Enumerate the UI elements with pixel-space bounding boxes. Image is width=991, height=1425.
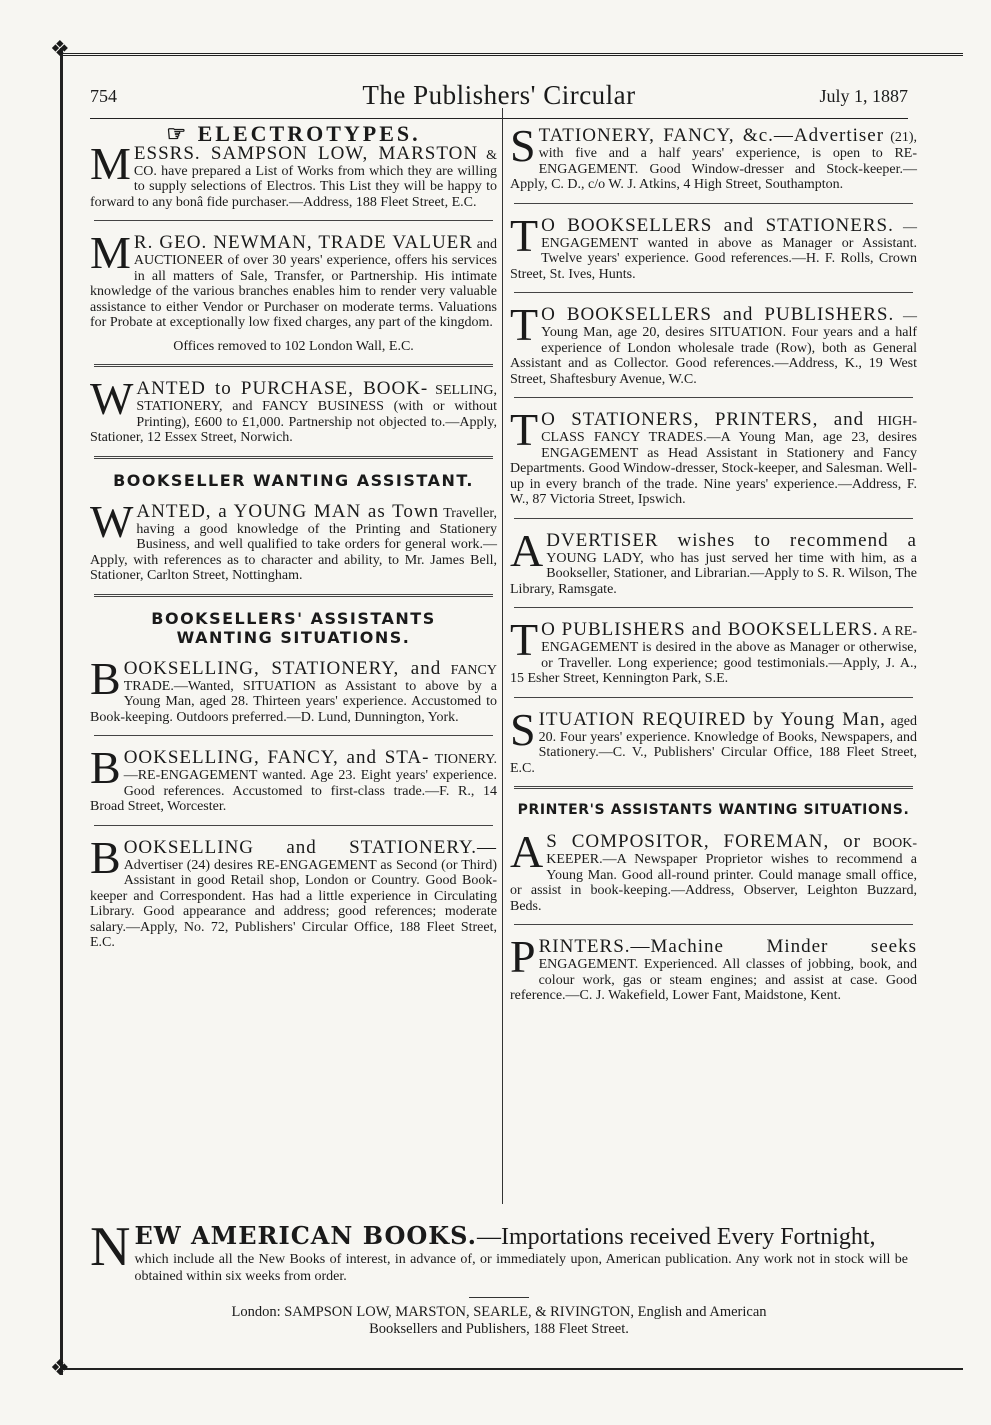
separator bbox=[514, 203, 913, 204]
ad-title: O PUBLISHERS and BOOKSELLERS. bbox=[541, 619, 879, 640]
ad-wanted-purchase bbox=[90, 373, 497, 446]
ad-title: O STATIONERS, PRINTERS, and bbox=[541, 409, 865, 430]
ad-body: TIONERY.—RE-ENGAGEMENT wanted. Age 23. Eight years' experience. Good references. Accustomed to first-class trade.—F. R., 14 Broad Street, Worcester. bbox=[90, 752, 498, 814]
ad-title: ESSRS. SAMPSON LOW, MARSTON bbox=[133, 142, 479, 164]
drop-cap: N bbox=[90, 1216, 131, 1278]
footer-body: which include all the New Books of interest, in advance of, or immediately upon, American publication. Any work not in stock will be obtained within six weeks from order. bbox=[134, 1252, 908, 1284]
ad-title: RINTERS.—Machine Minder seeks bbox=[538, 936, 917, 957]
ad-body: SELLING, STATIONERY, and FANCY BUSINESS (with or without Printing), £600 to £1,000. Partnership not objected to.—Apply, Stationer, 12 Essex Street, Norwich. bbox=[90, 383, 497, 445]
separator bbox=[514, 697, 913, 698]
ad-title: S COMPOSITOR, FOREMAN, or bbox=[546, 831, 861, 852]
ad-printers bbox=[510, 931, 917, 1004]
ad-body: YOUNG LADY, who has just served her time with him, as a Bookseller, Stationer, and Librarian.—Apply to S. R. Wilson, The Library, Ramsgate. bbox=[510, 550, 917, 597]
corner-ornament-icon: ❖ bbox=[50, 1355, 70, 1380]
drop-cap: B bbox=[90, 742, 121, 793]
ad-body: & CO. have prepared a List of Works from which they are willing to supply selections of Electros. This List they will be happy to forward to any bonâ fide purchaser.—Address, 188 Fleet Street, E.C. bbox=[90, 147, 497, 210]
ad-title: O BOOKSELLERS and STATIONERS. bbox=[541, 214, 894, 236]
ad-situation-required bbox=[510, 703, 917, 777]
separator bbox=[94, 364, 493, 367]
footer-advertisement bbox=[90, 1216, 908, 1338]
ad-body: and AUCTIONEER of over 30 years' experience, offers his services in all matters of Sale, Transfer, or Partnership. His intimate knowledge of the various branches enables him to render very valuable assistance to either Vendor or Purchaser on moderate terms. Valuations for Probate at exceptionally low fixed charges, any part of the kingdom. bbox=[90, 237, 497, 330]
ad-title: ITUATION REQUIRED by Young Man, bbox=[538, 708, 886, 730]
ad-body: aged 20. Four years' experience. Knowledge of Books, Newspapers, and Stationery.—C. V., Publishers' Circular Office, 188 Fleet Street, E.C. bbox=[510, 713, 917, 776]
ad-title: TATIONERY, FANCY, &c.—Advertiser bbox=[538, 125, 885, 146]
left-column bbox=[90, 121, 498, 961]
ad-body: —Young Man, age 20, desires SITUATION. Four years and a half experience of London wholesale trade (Row), both as General Assistant and as Collector. Good references.—Address, K., 19 West Street, Shaftesbury Avenue, W.C. bbox=[510, 309, 918, 387]
ad-electrotypes bbox=[90, 121, 497, 210]
ad-body: Advertiser (24) desires RE-ENGAGEMENT as Second (or Third) Assistant in good Retail shop, London or Country. Good Book-keeper and Correspondent. Has had a little experience in Circulating Library. Good appearance and address; good references; moderate salary.—Apply, No. 72, Publishers' Circular Office, 188 Fleet Street, E.C. bbox=[90, 857, 497, 950]
ad-office-note: Offices removed to 102 London Wall, E.C. bbox=[173, 338, 414, 354]
separator bbox=[94, 825, 493, 826]
ad-stationery bbox=[510, 120, 918, 193]
short-rule bbox=[469, 1297, 529, 1298]
footer-title-bold: EW AMERICAN BOOKS. bbox=[134, 1221, 477, 1250]
right-column bbox=[510, 120, 918, 1014]
ad-bookselling-3 bbox=[90, 831, 497, 951]
ad-heading: ☞ ELECTROTYPES. bbox=[166, 121, 421, 146]
drop-cap: W bbox=[90, 373, 134, 424]
page-header bbox=[90, 80, 908, 116]
left-border-rule bbox=[60, 48, 63, 1375]
drop-cap: A bbox=[510, 524, 544, 576]
imprint-line-2: Booksellers and Publishers, 188 Fleet Street. bbox=[369, 1321, 629, 1337]
imprint-line-1: London: SAMPSON LOW, MARSTON, SEARLE, & RIVINGTON, English and American bbox=[231, 1304, 767, 1320]
footer-title-rest: —Importations received Every Fortnight, bbox=[476, 1224, 876, 1250]
ad-body: FANCY TRADE.—Wanted, SITUATION as Assistant to above by a Young Man, aged 28. Thirteen years' experience. Accustomed to Book-keeping. Outdoors preferred.—D. Lund, Dunnington, York. bbox=[90, 662, 497, 725]
ad-to-booksellers-publishers bbox=[510, 299, 918, 387]
ad-bookselling-2 bbox=[90, 742, 498, 815]
drop-cap: M bbox=[90, 227, 131, 278]
ad-title: ANTED, a YOUNG MAN as Town bbox=[136, 500, 440, 522]
ad-title: OOKSELLING, FANCY, and STA- bbox=[123, 747, 430, 768]
separator bbox=[514, 397, 913, 398]
ad-to-stationers-printers bbox=[510, 404, 917, 508]
ad-newman bbox=[90, 227, 497, 354]
separator bbox=[514, 607, 913, 608]
section-heading: BOOKSELLERS' ASSISTANTS WANTING SITUATIONS. bbox=[151, 608, 436, 647]
ad-body: Traveller, having a good knowledge of the Printing and Stationery Business, and well qualified to take orders for general work.—Apply, with references as to character and ability, to Mr. James Bell, Stationer, Carlton Street, Nottingham. bbox=[90, 505, 497, 583]
issue-date: July 1, 1887 bbox=[819, 86, 908, 106]
ad-bookselling-1 bbox=[90, 652, 497, 726]
drop-cap: W bbox=[90, 495, 134, 547]
ad-body: (21), with five and a half years' experience, is open to RE-ENGAGEMENT. Good Window-dresser and Stock-keeper.—Apply, C. D., c/o W. J. Atkins, 4 High Street, Southampton. bbox=[510, 130, 918, 192]
drop-cap: B bbox=[90, 831, 121, 883]
ad-title: R. GEO. NEWMAN, TRADE VALUER bbox=[133, 232, 473, 253]
drop-cap: T bbox=[510, 299, 539, 350]
ad-body: —ENGAGEMENT wanted in above as Manager or Assistant. Twelve years' experience. Good references.—H. F. Rolls, Crown Street, St. Ives, Hunts. bbox=[510, 219, 917, 282]
ad-advertiser bbox=[510, 524, 917, 598]
corner-ornament-icon: ❖ bbox=[50, 36, 70, 61]
drop-cap: T bbox=[510, 209, 539, 261]
drop-cap: T bbox=[510, 614, 539, 665]
ad-body: HIGH-CLASS FANCY TRADES.—A Young Man, age 23, desires ENGAGEMENT as Head Assistant in Stationery and Fancy Departments. Good Window-dresser, Stock-keeper, and Salesman. Well-up in every branch of the trade. Nine years' experience.—Address, F. W., 87 Victoria Street, Ipswich. bbox=[510, 414, 917, 507]
ad-body: BOOK-KEEPER.—A Newspaper Proprietor wishes to recommend a Young Man. Good all-round printer. Could manage small office, or assist in book-keeping.—Address, Observer, Leighton Buzzard, Beds. bbox=[510, 836, 917, 914]
separator bbox=[514, 786, 913, 789]
separator bbox=[94, 456, 493, 459]
ad-title: O BOOKSELLERS and PUBLISHERS. bbox=[541, 304, 895, 325]
header-rule bbox=[90, 118, 908, 119]
top-border-rule bbox=[62, 53, 963, 56]
separator bbox=[94, 735, 493, 736]
drop-cap: S bbox=[510, 120, 536, 171]
section-heading: BOOKSELLER WANTING ASSISTANT. bbox=[113, 470, 474, 490]
ad-title: DVERTISER wishes to recommend a bbox=[546, 529, 917, 551]
drop-cap: S bbox=[510, 703, 536, 755]
ad-body: A RE-ENGAGEMENT is desired in the above as Manager or otherwise, or Traveller. Long experience; good testimonials.—Apply, J. A., 15 Esher Street, Kennington Park, S.E. bbox=[510, 624, 918, 686]
ad-wanted-young-man bbox=[90, 495, 497, 584]
drop-cap: T bbox=[510, 404, 539, 455]
separator bbox=[514, 292, 913, 293]
separator bbox=[94, 220, 493, 221]
ad-title: ANTED to PURCHASE, BOOK- bbox=[136, 378, 429, 399]
running-title: The Publishers' Circular bbox=[362, 80, 636, 110]
separator bbox=[514, 924, 913, 925]
drop-cap: M bbox=[90, 137, 131, 189]
column-divider bbox=[502, 108, 503, 1204]
ad-title: OOKSELLING, STATIONERY, and bbox=[123, 657, 442, 679]
drop-cap: B bbox=[90, 652, 121, 704]
ad-title: OOKSELLING and STATIONERY.— bbox=[123, 836, 497, 858]
drop-cap: P bbox=[510, 931, 536, 982]
ad-compositor bbox=[510, 826, 917, 914]
section-heading: PRINTER'S ASSISTANTS WANTING SITUATIONS. bbox=[517, 802, 910, 818]
ad-to-publishers bbox=[510, 614, 918, 687]
separator bbox=[514, 518, 913, 519]
ad-body: ENGAGEMENT. Experienced. All classes of jobbing, book, and colour work, gas or steam engines; and assist at case. Good reference.—C. J. Wakefield, Lower Fant, Maidstone, Kent. bbox=[510, 957, 917, 1003]
page-number: 754 bbox=[90, 86, 117, 106]
separator bbox=[94, 594, 493, 597]
bottom-border-rule bbox=[60, 1368, 963, 1370]
ad-to-booksellers-stationers bbox=[510, 209, 917, 283]
drop-cap: A bbox=[510, 826, 544, 877]
